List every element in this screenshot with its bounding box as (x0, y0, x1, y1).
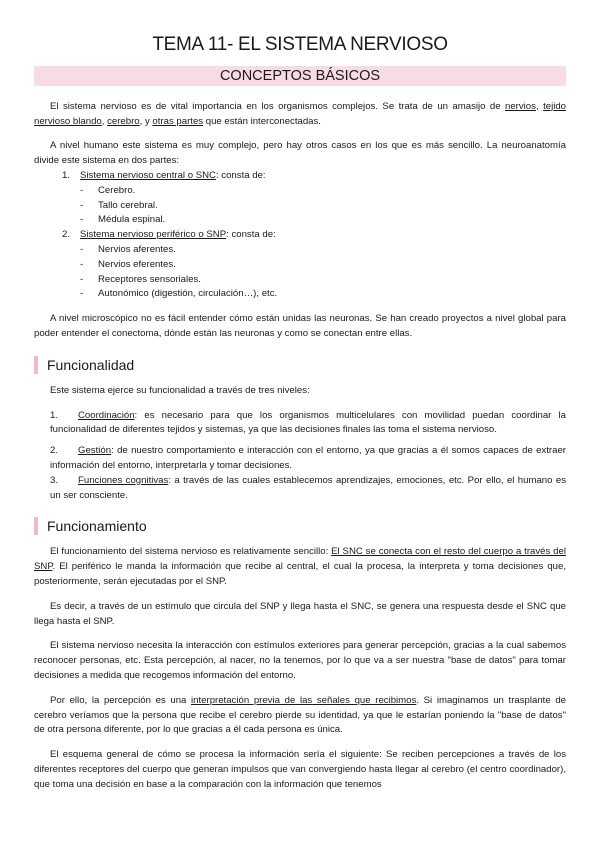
text-run: que están interconectadas. (203, 115, 321, 127)
text-run: El funcionamiento del sistema nervioso es relativamente sencillo: (50, 546, 332, 558)
sub-item-text: Tallo cerebral. (98, 199, 158, 211)
underlined-term: tejido nervioso blando (34, 100, 566, 127)
underlined-term: otras partes (152, 115, 204, 127)
underlined-term: nervios (505, 100, 536, 112)
text-run: : es necesario para que los organismos multicelulares con movilidad puedan coordinar la funcionalidad de diferentes tejidos y sistemas, ya que las decisiones finales las toma el sistema nervioso. (50, 409, 566, 436)
level-text (50, 409, 566, 439)
list-number: 2. (62, 229, 71, 241)
section-banner: CONCEPTOS BÁSICOS (34, 66, 566, 86)
list-item (34, 474, 566, 504)
sub-list-item: - Nervios aferentes. (80, 243, 176, 255)
list-number: 1. (62, 169, 71, 181)
list-item (34, 228, 566, 243)
text-run: Por ello, la percepción es una (50, 694, 192, 706)
list-number: 2. (50, 445, 59, 457)
text-run: , (101, 115, 108, 127)
text-run: . El periférico le manda la información que recibe al central, el cual la procesa, la interpreta y toma decisiones que, posteriormente, serán ejecutadas por el SNP. (34, 561, 566, 587)
microscopic-paragraph: A nivel microscópico no es fácil entender cómo están unidas las neuronas. Se han creado proyectos a nivel global para poder entender el conectoma, dónde están las neuronas y como se conectan entre ellas. (34, 313, 566, 339)
document-title: TEMA 11- EL SISTEMA NERVIOSO (152, 34, 448, 55)
funcionamiento-paragraph-2: Es decir, a través de un estímulo que circula del SNP y llega hasta el SNC, se genera una respuesta desde el SNC que llega hasta el SNP. (34, 600, 566, 627)
sub-item-text: Médula espinal. (98, 214, 166, 226)
sub-item-text: Nervios aferentes. (98, 243, 176, 255)
sub-list-item: - Autonómico (digestión, circulación…), etc. (80, 288, 278, 300)
text-run: : a través de las cuales establecemos aprendizajes, emociones, etc. Por ello, el humano es un ser consciente. (50, 474, 566, 501)
sub-item-text: Nervios eferentes. (98, 258, 176, 270)
funcionalidad-intro: Este sistema ejerce su funcionalidad a través de tres niveles: (50, 384, 310, 396)
underlined-term: Gestión (78, 445, 112, 457)
level-text (50, 444, 566, 474)
text-run: , y (139, 115, 153, 127)
funcionamiento-paragraph-1 (34, 545, 566, 589)
sub-list-item: - Cerebro. (80, 184, 136, 196)
sub-item-text: Cerebro. (98, 184, 136, 196)
text-run: El sistema nervioso es de vital importancia en los organismos complejos. Se trata de un amasijo de (50, 100, 506, 112)
intro-paragraph (34, 100, 566, 130)
text-run: . Si imaginamos un trasplante de cerebro veríamos que la persona que recibe el cerebro pierde su identidad, ya que le estarían poniendo la "base de datos" de otra persona diferente, por lo que gracias a él cada persona es única. (34, 694, 567, 736)
underlined-term: cerebro (107, 115, 140, 127)
sub-list-item: - Receptores sensoriales. (80, 273, 201, 285)
underlined-term: Sistema nervioso periférico o SNP (80, 229, 227, 241)
nervous-system-parts-list (34, 169, 566, 302)
text-run: : de nuestro comportamiento e interacción con el entorno, ya que gracias a él somos capaces de extraer información del entorno, interpretarla y tomar decisiones. (50, 445, 566, 471)
underlined-term: Sistema nervioso central o SNC (80, 169, 216, 181)
list-item (34, 444, 566, 474)
funcionamiento-paragraph-3: El sistema nervioso necesita la interacción con estímulos exteriores para generar percepción, gracias a la cual sabemos reconocer personas, etc. Esta percepción, al nacer, no la tenemos, por lo que va a ser nuestra "base de datos" para tomar decisiones a medida que recogemos información del entorno. (34, 640, 566, 681)
section-heading-funcionamiento: Funcionamiento (34, 517, 566, 535)
underlined-phrase: El SNC se conecta con el resto del cuerpo a través del SNP (34, 546, 566, 573)
funcionamiento-paragraph-5: El esquema general de cómo se procesa la información sería el siguiente: Se reciben percepciones a través de los diferentes receptores del cuerpo que generan impulsos que van convergiendo hasta llegar al cerebro (el centro coordinador), que toma una decisión en base a la comparación con la información que tenemos (34, 749, 566, 790)
list-number: 3. (50, 474, 59, 486)
sub-list-item: - Nervios eferentes. (80, 258, 176, 270)
underlined-term: Funciones cognitivas (78, 474, 169, 486)
text-run: : consta de: (215, 169, 266, 181)
sub-list-item: - Tallo cerebral. (80, 199, 158, 211)
list-number: 1. (50, 409, 59, 421)
underlined-term: Coordinación (78, 409, 135, 421)
sub-list-item: - Médula espinal. (80, 214, 166, 226)
funcionamiento-paragraph-4 (34, 694, 566, 738)
section-heading-funcionalidad: Funcionalidad (34, 356, 566, 374)
text-run: , (535, 100, 544, 112)
sub-item-text: Autonómico (digestión, circulación…), etc. (98, 288, 278, 300)
level-text (50, 474, 566, 504)
text-run: : consta de: (226, 229, 276, 241)
sub-item-text: Receptores sensoriales. (98, 273, 201, 285)
list-item (34, 409, 566, 439)
neuroanatomy-paragraph: A nivel humano este sistema es muy complejo, pero hay otros casos en los que es más sencillo. La neuroanatomía divide este sistema en dos partes: (34, 140, 566, 167)
list-item (34, 169, 566, 184)
underlined-phrase: interpretación previa de las señales que recibimos (191, 694, 417, 706)
